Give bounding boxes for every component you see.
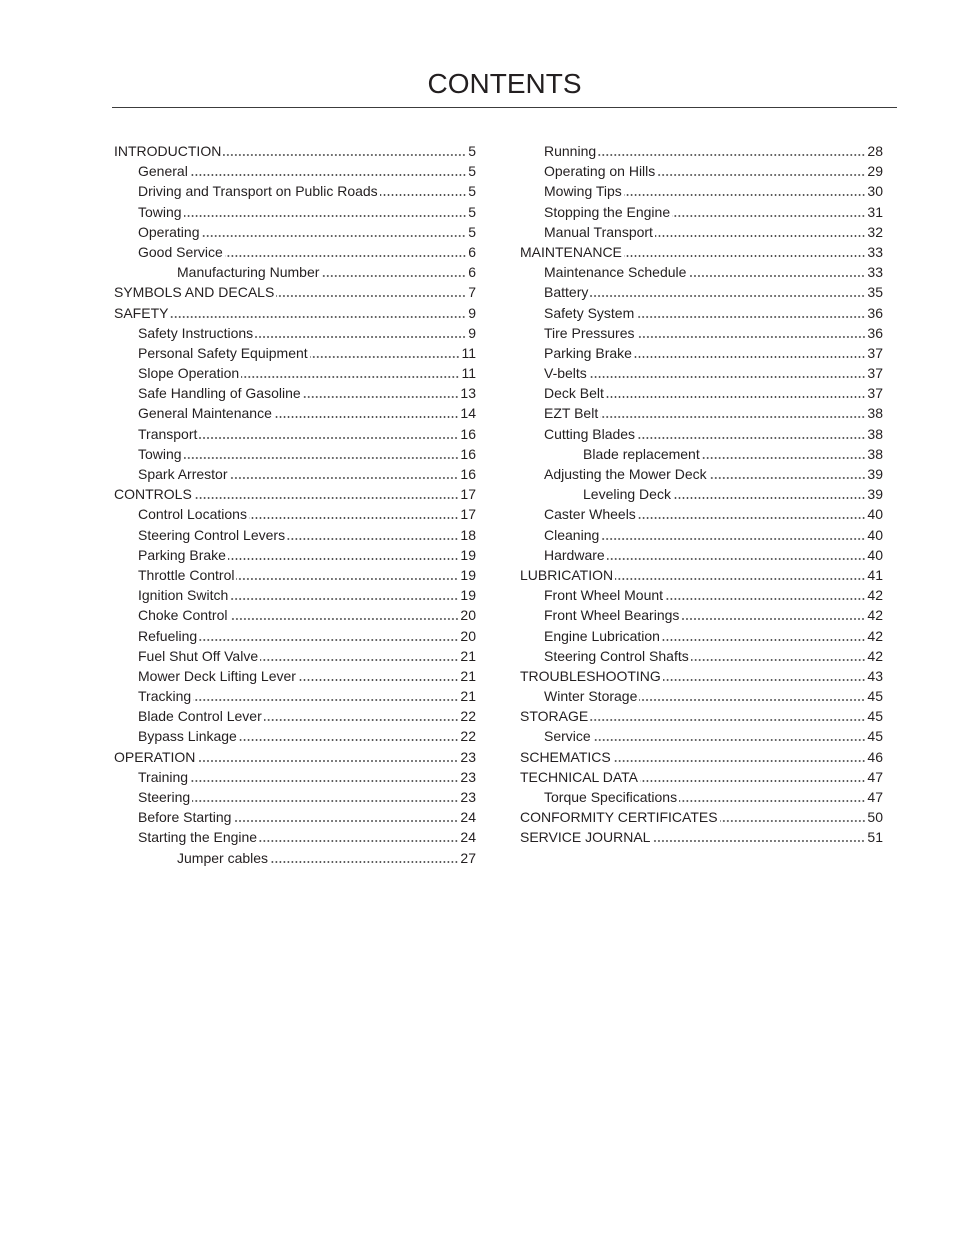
dot-leader (590, 282, 865, 302)
toc-entry (114, 585, 476, 605)
toc-entry-label: General (138, 163, 188, 180)
dot-leader (607, 545, 866, 565)
toc-entry-label: Jumper cables (177, 849, 269, 866)
toc-entry-label: Blade Control Lever (138, 708, 262, 725)
dot-leader (679, 787, 865, 807)
toc-entry-page-number: 17 (460, 486, 476, 503)
toc-entry (114, 262, 476, 282)
toc-entry-label: Ignition Switch (138, 587, 229, 604)
toc-entry (114, 525, 476, 545)
toc-entry-page-number: 39 (867, 466, 883, 482)
toc-entry-page-number: 27 (460, 849, 476, 866)
toc-entry (520, 303, 883, 323)
toc-entry-page-number: 43 (867, 667, 883, 684)
dot-leader (233, 807, 458, 827)
toc-entry-label: Training (138, 768, 189, 785)
toc-entry (114, 848, 476, 868)
toc-entry-page-number: 39 (867, 486, 883, 503)
toc-entry-page-number: 16 (460, 445, 476, 462)
dot-leader (663, 666, 866, 686)
toc-entry-page-number: 45 (867, 708, 883, 725)
toc-entry-label: Steering Control Levers (138, 526, 286, 543)
toc-entry-label: Throttle Control (138, 566, 235, 583)
toc-entry (114, 827, 476, 847)
dot-leader (600, 403, 865, 423)
toc-entry (114, 706, 476, 726)
toc-entry-page-number: 37 (867, 344, 883, 361)
toc-entry-label: Front Wheel Bearings (544, 607, 680, 624)
toc-entry-page-number: 47 (867, 789, 883, 805)
dot-leader (199, 626, 458, 646)
toc-entry-label: Towing (138, 445, 182, 462)
dot-leader (276, 282, 466, 302)
toc-entry-page-number: 20 (460, 627, 476, 644)
toc-entry (520, 323, 883, 343)
toc-entry (520, 262, 883, 282)
toc-entry-page-number: 33 (867, 243, 883, 260)
toc-entry (520, 383, 883, 403)
toc-entry-label: Operating (138, 223, 200, 240)
dot-leader (190, 161, 466, 181)
dot-leader (197, 747, 458, 767)
toc-entry-page-number: 45 (867, 728, 883, 745)
toc-entry (520, 605, 883, 625)
toc-entry-page-number: 5 (468, 183, 476, 200)
toc-entry-label: MAINTENANCE (520, 243, 622, 260)
toc-entry-page-number: 35 (867, 284, 883, 301)
toc-entry (114, 282, 476, 302)
toc-entry-label: SYMBOLS AND DECALS (114, 284, 275, 301)
toc-entry-label: LUBRICATION (520, 566, 614, 583)
toc-entry-label: Hardware (544, 546, 605, 563)
toc-entry (114, 504, 476, 524)
dot-leader (681, 605, 865, 625)
toc-entry (114, 222, 476, 242)
toc-entry (520, 403, 883, 423)
toc-entry-label: General Maintenance (138, 405, 272, 422)
toc-entry-label: Driving and Transport on Public Roads (138, 183, 378, 200)
toc-entry (520, 747, 883, 767)
toc-entry-page-number: 28 (867, 143, 883, 159)
toc-entry-label: CONFORMITY CERTIFICATES (520, 809, 718, 826)
toc-entry-page-number: 36 (867, 304, 883, 321)
dot-leader (606, 383, 866, 403)
dot-leader (303, 383, 459, 403)
toc-entry-page-number: 37 (867, 385, 883, 402)
toc-entry-page-number: 22 (460, 728, 476, 745)
toc-entry-page-number: 16 (460, 425, 476, 442)
title-rule (112, 107, 897, 108)
toc-entry (114, 181, 476, 201)
dot-leader (287, 525, 458, 545)
toc-entry-label: Mowing Tips (544, 183, 622, 200)
toc-entry-label: EZT Belt (544, 405, 599, 422)
toc-entry-page-number: 19 (460, 546, 476, 563)
dot-leader (691, 646, 866, 666)
dot-leader (589, 363, 866, 383)
toc-entry-page-number: 7 (468, 284, 476, 301)
dot-leader (613, 747, 866, 767)
toc-entry (114, 484, 476, 504)
toc-entry-page-number: 42 (867, 587, 883, 604)
toc-entry-label: Slope Operation (138, 365, 240, 382)
toc-entry (114, 363, 476, 383)
toc-entry-label: Torque Specifications (544, 789, 678, 805)
dot-leader (184, 202, 467, 222)
toc-entry-label: Before Starting (138, 809, 232, 826)
toc-entry-page-number: 5 (468, 203, 476, 220)
toc-entry-label: CONTROLS (114, 486, 192, 503)
dot-leader (601, 525, 865, 545)
toc-entry (520, 626, 883, 646)
toc-entry-label: Personal Safety Equipment (138, 344, 308, 361)
toc-entry-page-number: 23 (460, 789, 476, 805)
dot-leader (228, 545, 458, 565)
dot-leader (310, 343, 460, 363)
toc-entry-label: Safety System (544, 304, 635, 321)
toc-entry (114, 403, 476, 423)
toc-entry-label: Adjusting the Mower Deck (544, 466, 707, 482)
toc-entry (520, 807, 883, 827)
toc-entry-label: Choke Control (138, 607, 228, 624)
toc-entry-page-number: 36 (867, 324, 883, 341)
toc-entry (114, 202, 476, 222)
toc-entry-page-number: 16 (460, 466, 476, 482)
dot-leader (662, 626, 865, 646)
toc-entry-page-number: 21 (460, 667, 476, 684)
toc-entry-label: Control Locations (138, 506, 247, 523)
toc-entry-label: Starting the Engine (138, 829, 258, 846)
toc-entry-page-number: 40 (867, 546, 883, 563)
toc-entry-label: Tracking (138, 688, 192, 705)
dot-leader (255, 323, 466, 343)
toc-entry (520, 726, 883, 746)
toc-entry-page-number: 37 (867, 365, 883, 382)
dot-leader (298, 666, 458, 686)
toc-entry-page-number: 9 (468, 304, 476, 321)
toc-entry (114, 464, 476, 484)
toc-entry-page-number: 11 (461, 344, 476, 361)
toc-entry-page-number: 23 (460, 768, 476, 785)
toc-entry-page-number: 19 (460, 587, 476, 604)
toc-entry-page-number: 40 (867, 526, 883, 543)
toc-entry-label: Bypass Linkage (138, 728, 237, 745)
toc-entry-label: Blade replacement (583, 445, 700, 462)
dot-leader (624, 242, 866, 262)
toc-entry (520, 363, 883, 383)
dot-leader (201, 222, 466, 242)
toc-entry-page-number: 31 (867, 203, 883, 220)
toc-entry (114, 545, 476, 565)
toc-entry-label: Steering Control Shafts (544, 647, 689, 664)
dot-leader (672, 202, 865, 222)
toc-entry-page-number: 42 (867, 627, 883, 644)
toc-entry (114, 666, 476, 686)
dot-leader (709, 464, 866, 484)
dot-leader (615, 565, 865, 585)
toc-entry-page-number: 38 (867, 445, 883, 462)
toc-entry (520, 565, 883, 585)
toc-entry (520, 444, 883, 464)
toc-entry-label: Deck Belt (544, 385, 604, 402)
dot-leader (270, 848, 458, 868)
toc-entry (520, 767, 883, 787)
dot-leader (193, 686, 458, 706)
toc-entry (520, 181, 883, 201)
toc-entry-page-number: 50 (867, 809, 883, 826)
toc-entry-page-number: 5 (468, 223, 476, 240)
dot-leader (236, 565, 458, 585)
toc-entry (520, 464, 883, 484)
toc-entry (520, 646, 883, 666)
toc-entry (520, 686, 883, 706)
toc-entry-label: Manufacturing Number (177, 264, 320, 281)
toc-entry (520, 585, 883, 605)
dot-leader (652, 827, 865, 847)
toc-entry-label: Tire Pressures (544, 324, 635, 341)
toc-entry-label: Parking Brake (138, 546, 226, 563)
dot-leader (624, 181, 866, 201)
dot-leader (636, 303, 865, 323)
toc-entry-label: Manual Transport (544, 223, 653, 240)
dot-leader (192, 787, 458, 807)
toc-entry-page-number: 24 (460, 829, 476, 846)
toc-entry-label: STORAGE (520, 708, 589, 725)
toc-column-right (520, 141, 883, 848)
toc-entry-page-number: 46 (867, 748, 883, 765)
toc-entry-page-number: 6 (468, 243, 476, 260)
toc-entry (520, 545, 883, 565)
toc-entry-label: Running (544, 143, 597, 159)
toc-entry-label: OPERATION (114, 748, 196, 765)
toc-entry-label: SERVICE JOURNAL (520, 829, 651, 846)
toc-entry (114, 141, 476, 161)
toc-entry-label: Cleaning (544, 526, 600, 543)
toc-entry-label: Refueling (138, 627, 198, 644)
toc-entry (520, 161, 883, 181)
dot-leader (190, 767, 458, 787)
page-title: CONTENTS (427, 68, 582, 99)
toc-entry (114, 626, 476, 646)
toc-entry-label: SAFETY (114, 304, 169, 321)
dot-leader (264, 706, 459, 726)
dot-leader (260, 646, 458, 666)
toc-entry-page-number: 6 (468, 264, 476, 281)
toc-entry-page-number: 20 (460, 607, 476, 624)
dot-leader (230, 585, 458, 605)
toc-entry (520, 525, 883, 545)
toc-entry (520, 787, 883, 807)
dot-leader (598, 141, 865, 161)
toc-entry-label: Caster Wheels (544, 506, 636, 523)
toc-entry (114, 767, 476, 787)
dot-leader (380, 181, 467, 201)
toc-entry-label: Safe Handling of Gasoline (138, 385, 301, 402)
toc-entry (114, 303, 476, 323)
toc-entry-label: Towing (138, 203, 182, 220)
toc-entry (114, 383, 476, 403)
toc-entry-page-number: 38 (867, 405, 883, 422)
dot-leader (639, 686, 865, 706)
dot-leader (702, 444, 866, 464)
toc-entry (114, 726, 476, 746)
dot-leader (274, 403, 459, 423)
dot-leader (720, 807, 866, 827)
dot-leader (241, 363, 459, 383)
toc-entry-label: Spark Arrestor (138, 466, 228, 482)
toc-entry-page-number: 13 (460, 385, 476, 402)
dot-leader (229, 464, 458, 484)
toc-entry (520, 504, 883, 524)
toc-entry-page-number: 9 (468, 324, 476, 341)
dot-leader (688, 262, 865, 282)
toc-entry-label: Leveling Deck (583, 486, 671, 503)
dot-leader (655, 222, 865, 242)
toc-entry-page-number: 51 (867, 829, 883, 846)
toc-entry (520, 343, 883, 363)
toc-entry-page-number: 42 (867, 607, 883, 624)
toc-entry (114, 161, 476, 181)
toc-entry-page-number: 21 (460, 647, 476, 664)
toc-entry (520, 706, 883, 726)
toc-entry (520, 484, 883, 504)
toc-entry-label: Stopping the Engine (544, 203, 671, 220)
toc-entry (520, 141, 883, 161)
dot-leader (593, 726, 866, 746)
dot-leader (259, 827, 458, 847)
toc-entry (114, 747, 476, 767)
toc-entry (114, 787, 476, 807)
toc-entry-label: TROUBLESHOOTING (520, 667, 661, 684)
toc-entry-page-number: 33 (867, 264, 883, 281)
dot-leader (637, 424, 865, 444)
toc-entry-page-number: 19 (460, 566, 476, 583)
toc-entry (114, 343, 476, 363)
dot-leader (249, 504, 458, 524)
toc-entry-label: TECHNICAL DATA (520, 768, 638, 785)
toc-entry (114, 565, 476, 585)
toc-entry-page-number: 38 (867, 425, 883, 442)
dot-leader (239, 726, 459, 746)
toc-entry (114, 444, 476, 464)
toc-entry-label: INTRODUCTION (114, 143, 222, 159)
toc-entry-page-number: 30 (867, 183, 883, 200)
toc-entry-page-number: 14 (460, 405, 476, 422)
dot-leader (638, 504, 866, 524)
toc-entry-label: Operating on Hills (544, 163, 656, 180)
toc-entry-page-number: 21 (460, 688, 476, 705)
toc-entry-page-number: 40 (867, 506, 883, 523)
toc-entry-page-number: 22 (460, 708, 476, 725)
toc-entry-page-number: 11 (461, 365, 476, 382)
toc-entry (520, 242, 883, 262)
toc-entry-page-number: 24 (460, 809, 476, 826)
dot-leader (640, 767, 865, 787)
toc-entry-label: Cutting Blades (544, 425, 636, 442)
toc-entry (520, 202, 883, 222)
dot-leader (223, 141, 466, 161)
toc-entry-label: V-belts (544, 365, 587, 382)
toc-entry-page-number: 18 (460, 526, 476, 543)
toc-entry-page-number: 5 (468, 163, 476, 180)
dot-leader (184, 444, 459, 464)
dot-leader (657, 161, 865, 181)
toc-entry-label: Battery (544, 284, 589, 301)
toc-entry-label: Service (544, 728, 591, 745)
toc-entry-page-number: 42 (867, 647, 883, 664)
dot-leader (637, 323, 866, 343)
toc-entry-label: Front Wheel Mount (544, 587, 664, 604)
dot-leader (230, 605, 459, 625)
toc-entry-page-number: 5 (468, 143, 476, 159)
toc-entry-label: Safety Instructions (138, 324, 254, 341)
dot-leader (225, 242, 466, 262)
dot-leader (590, 706, 865, 726)
toc-entry-label: SCHEMATICS (520, 748, 611, 765)
toc-entry (520, 827, 883, 847)
toc-entry-page-number: 29 (867, 163, 883, 180)
dot-leader (194, 484, 459, 504)
toc-entry (114, 807, 476, 827)
toc-entry-page-number: 47 (867, 768, 883, 785)
toc-entry-page-number: 23 (460, 748, 476, 765)
toc-entry (114, 686, 476, 706)
toc-entry (114, 242, 476, 262)
toc-entry (520, 424, 883, 444)
dot-leader (634, 343, 865, 363)
toc-entry (520, 282, 883, 302)
toc-entry-label: Mower Deck Lifting Lever (138, 667, 296, 684)
toc-entry-label: Steering (138, 789, 191, 805)
dot-leader (665, 585, 865, 605)
toc-entry-label: Engine Lubrication (544, 627, 660, 644)
toc-entry (114, 323, 476, 343)
toc-entry-label: Transport (138, 425, 198, 442)
toc-entry-label: Parking Brake (544, 344, 632, 361)
dot-leader (170, 303, 466, 323)
toc-entry-page-number: 41 (867, 566, 883, 583)
toc-column-left (114, 141, 476, 868)
toc-entry-page-number: 45 (867, 688, 883, 705)
toc-entry-page-number: 17 (460, 506, 476, 523)
toc-entry (520, 666, 883, 686)
toc-entry-page-number: 32 (867, 223, 883, 240)
toc-entry-label: Maintenance Schedule (544, 264, 687, 281)
dot-leader (673, 484, 865, 504)
toc-entry (114, 424, 476, 444)
toc-entry-label: Winter Storage (544, 688, 638, 705)
toc-entry-label: Good Service (138, 243, 223, 260)
dot-leader (199, 424, 458, 444)
toc-entry (114, 646, 476, 666)
dot-leader (321, 262, 466, 282)
toc-entry-label: Fuel Shut Off Valve (138, 647, 259, 664)
toc-entry (520, 222, 883, 242)
toc-entry (114, 605, 476, 625)
